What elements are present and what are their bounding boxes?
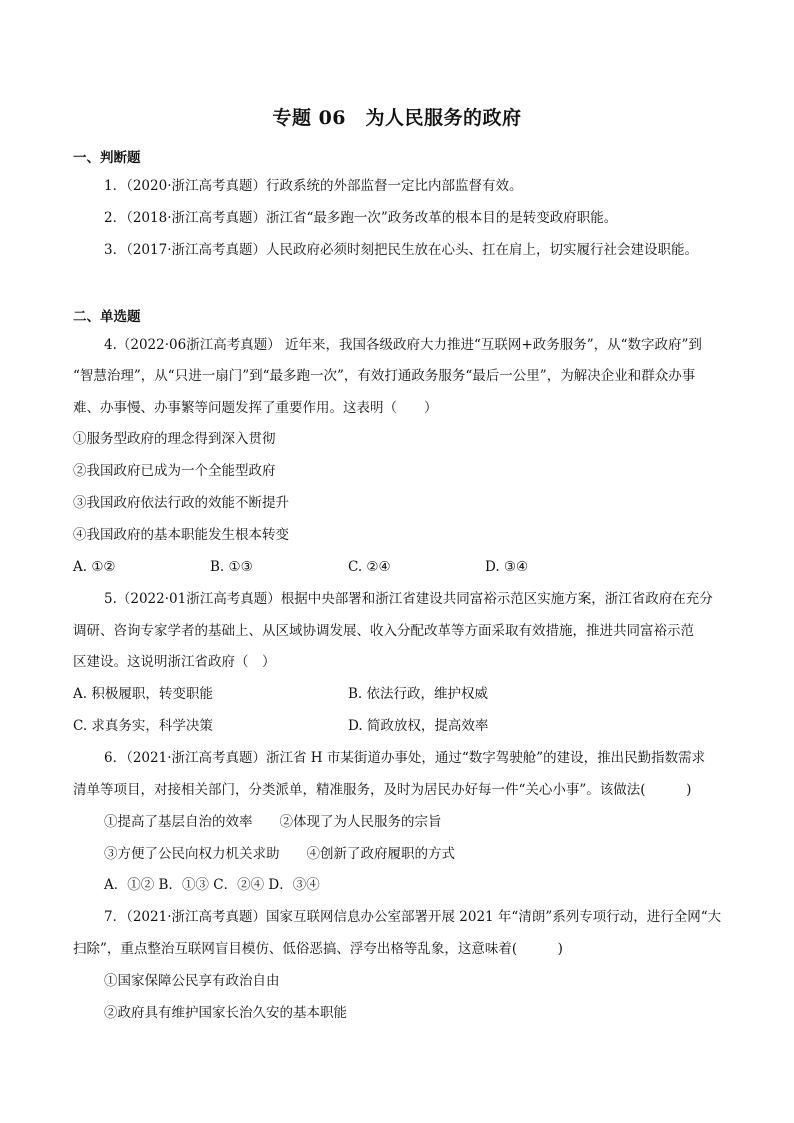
q5-option-c: C. 求真务实，科学决策 bbox=[73, 718, 213, 734]
q5-option-a: A. 积极履职，转变职能 bbox=[73, 686, 213, 702]
section-heading-true-false: 一、判断题 bbox=[73, 150, 141, 166]
q7-stem-line-1: 7．（2021·浙江高考真题）国家互联网信息办公室部署开展 2021 年“清朗”系列专项行动，进行全网“大 bbox=[104, 909, 722, 925]
tf-question-1: 1．（2020·浙江高考真题）行政系统的外部监督一定比内部监督有效。 bbox=[104, 178, 523, 194]
page-title: 专题 06 为人民服务的政府 bbox=[272, 107, 522, 129]
q6-options: A．①② B．①③ C．②④ D．③④ bbox=[104, 877, 320, 893]
q4-stem-line-3: 难、办事慢、办事繁等问题发挥了重要作用。这表明（ ） bbox=[73, 400, 438, 416]
tf-question-2: 2．（2018·浙江高考真题）浙江省“最多跑一次”政务改革的根本目的是转变政府职能。 bbox=[104, 210, 618, 226]
q4-item: ③我国政府依法行政的效能不断提升 bbox=[73, 495, 289, 511]
q5-stem-line-2: 调研、咨询专家学者的基础上、从区域协调发展、收入分配改革等方面采取有效措施，推进共同富裕示范 bbox=[73, 623, 694, 639]
q4-item: ①服务型政府的理念得到深入贯彻 bbox=[73, 431, 276, 447]
q7-item: ①国家保障公民享有政治自由 bbox=[104, 973, 280, 989]
q6-item: ③方便了公民向权力机关求助 ④创新了政府履职的方式 bbox=[104, 846, 455, 862]
q4-item: ④我国政府的基本职能发生根本转变 bbox=[73, 527, 289, 543]
q4-option-d: D. ③④ bbox=[485, 559, 529, 575]
q7-stem-line-2: 扫除”，重点整治互联网盲目模仿、低俗恶搞、浮夸出格等乱象，这意味着( ) bbox=[73, 941, 563, 957]
q4-stem-line-2: “智慧治理”，从“只进一扇门”到“最多跑一次”，有效打通政务服务“最后一公里”，为解决企业和群众办事 bbox=[73, 368, 696, 384]
q7-item: ②政府具有维护国家长治久安的基本职能 bbox=[104, 1005, 347, 1021]
q4-option-a: A. ①② bbox=[73, 559, 116, 575]
q5-option-b: B. 依法行政，维护权威 bbox=[348, 686, 489, 702]
q5-stem-line-3: 区建设。这说明浙江省政府（ ） bbox=[73, 654, 276, 670]
q4-stem-line-1: 4.（2022·06浙江高考真题） 近年来，我国各级政府大力推进“互联网+政务服务”，从“数字政府”到 bbox=[104, 337, 702, 353]
q4-item: ②我国政府已成为一个全能型政府 bbox=[73, 463, 276, 479]
q5-option-d: D. 简政放权，提高效率 bbox=[348, 718, 489, 734]
q4-option-b: B. ①③ bbox=[210, 559, 253, 575]
tf-question-3: 3．（2017·浙江高考真题）人民政府必须时刻把民生放在心头、扛在肩上，切实履行社会建设职能。 bbox=[104, 242, 698, 258]
q4-option-c: C. ②④ bbox=[348, 559, 391, 575]
q6-stem-line-1: 6．（2021·浙江高考真题）浙江省 H 市某街道办事处，通过“数字驾驶舱”的建设，推出民勤指数需求 bbox=[104, 750, 706, 766]
section-heading-single-choice: 二、单选题 bbox=[73, 309, 141, 325]
q6-item: ①提高了基层自治的效率 ②体现了为人民服务的宗旨 bbox=[104, 814, 442, 830]
q6-stem-line-2: 清单等项目，对接相关部门，分类派单，精准服务，及时为居民办好每一件“关心小事”。该做法( ) bbox=[73, 782, 692, 798]
q5-stem-line-1: 5.（2022·01浙江高考真题）根据中央部署和浙江省建设共同富裕示范区实施方案，浙江省政府在充分 bbox=[104, 591, 713, 607]
